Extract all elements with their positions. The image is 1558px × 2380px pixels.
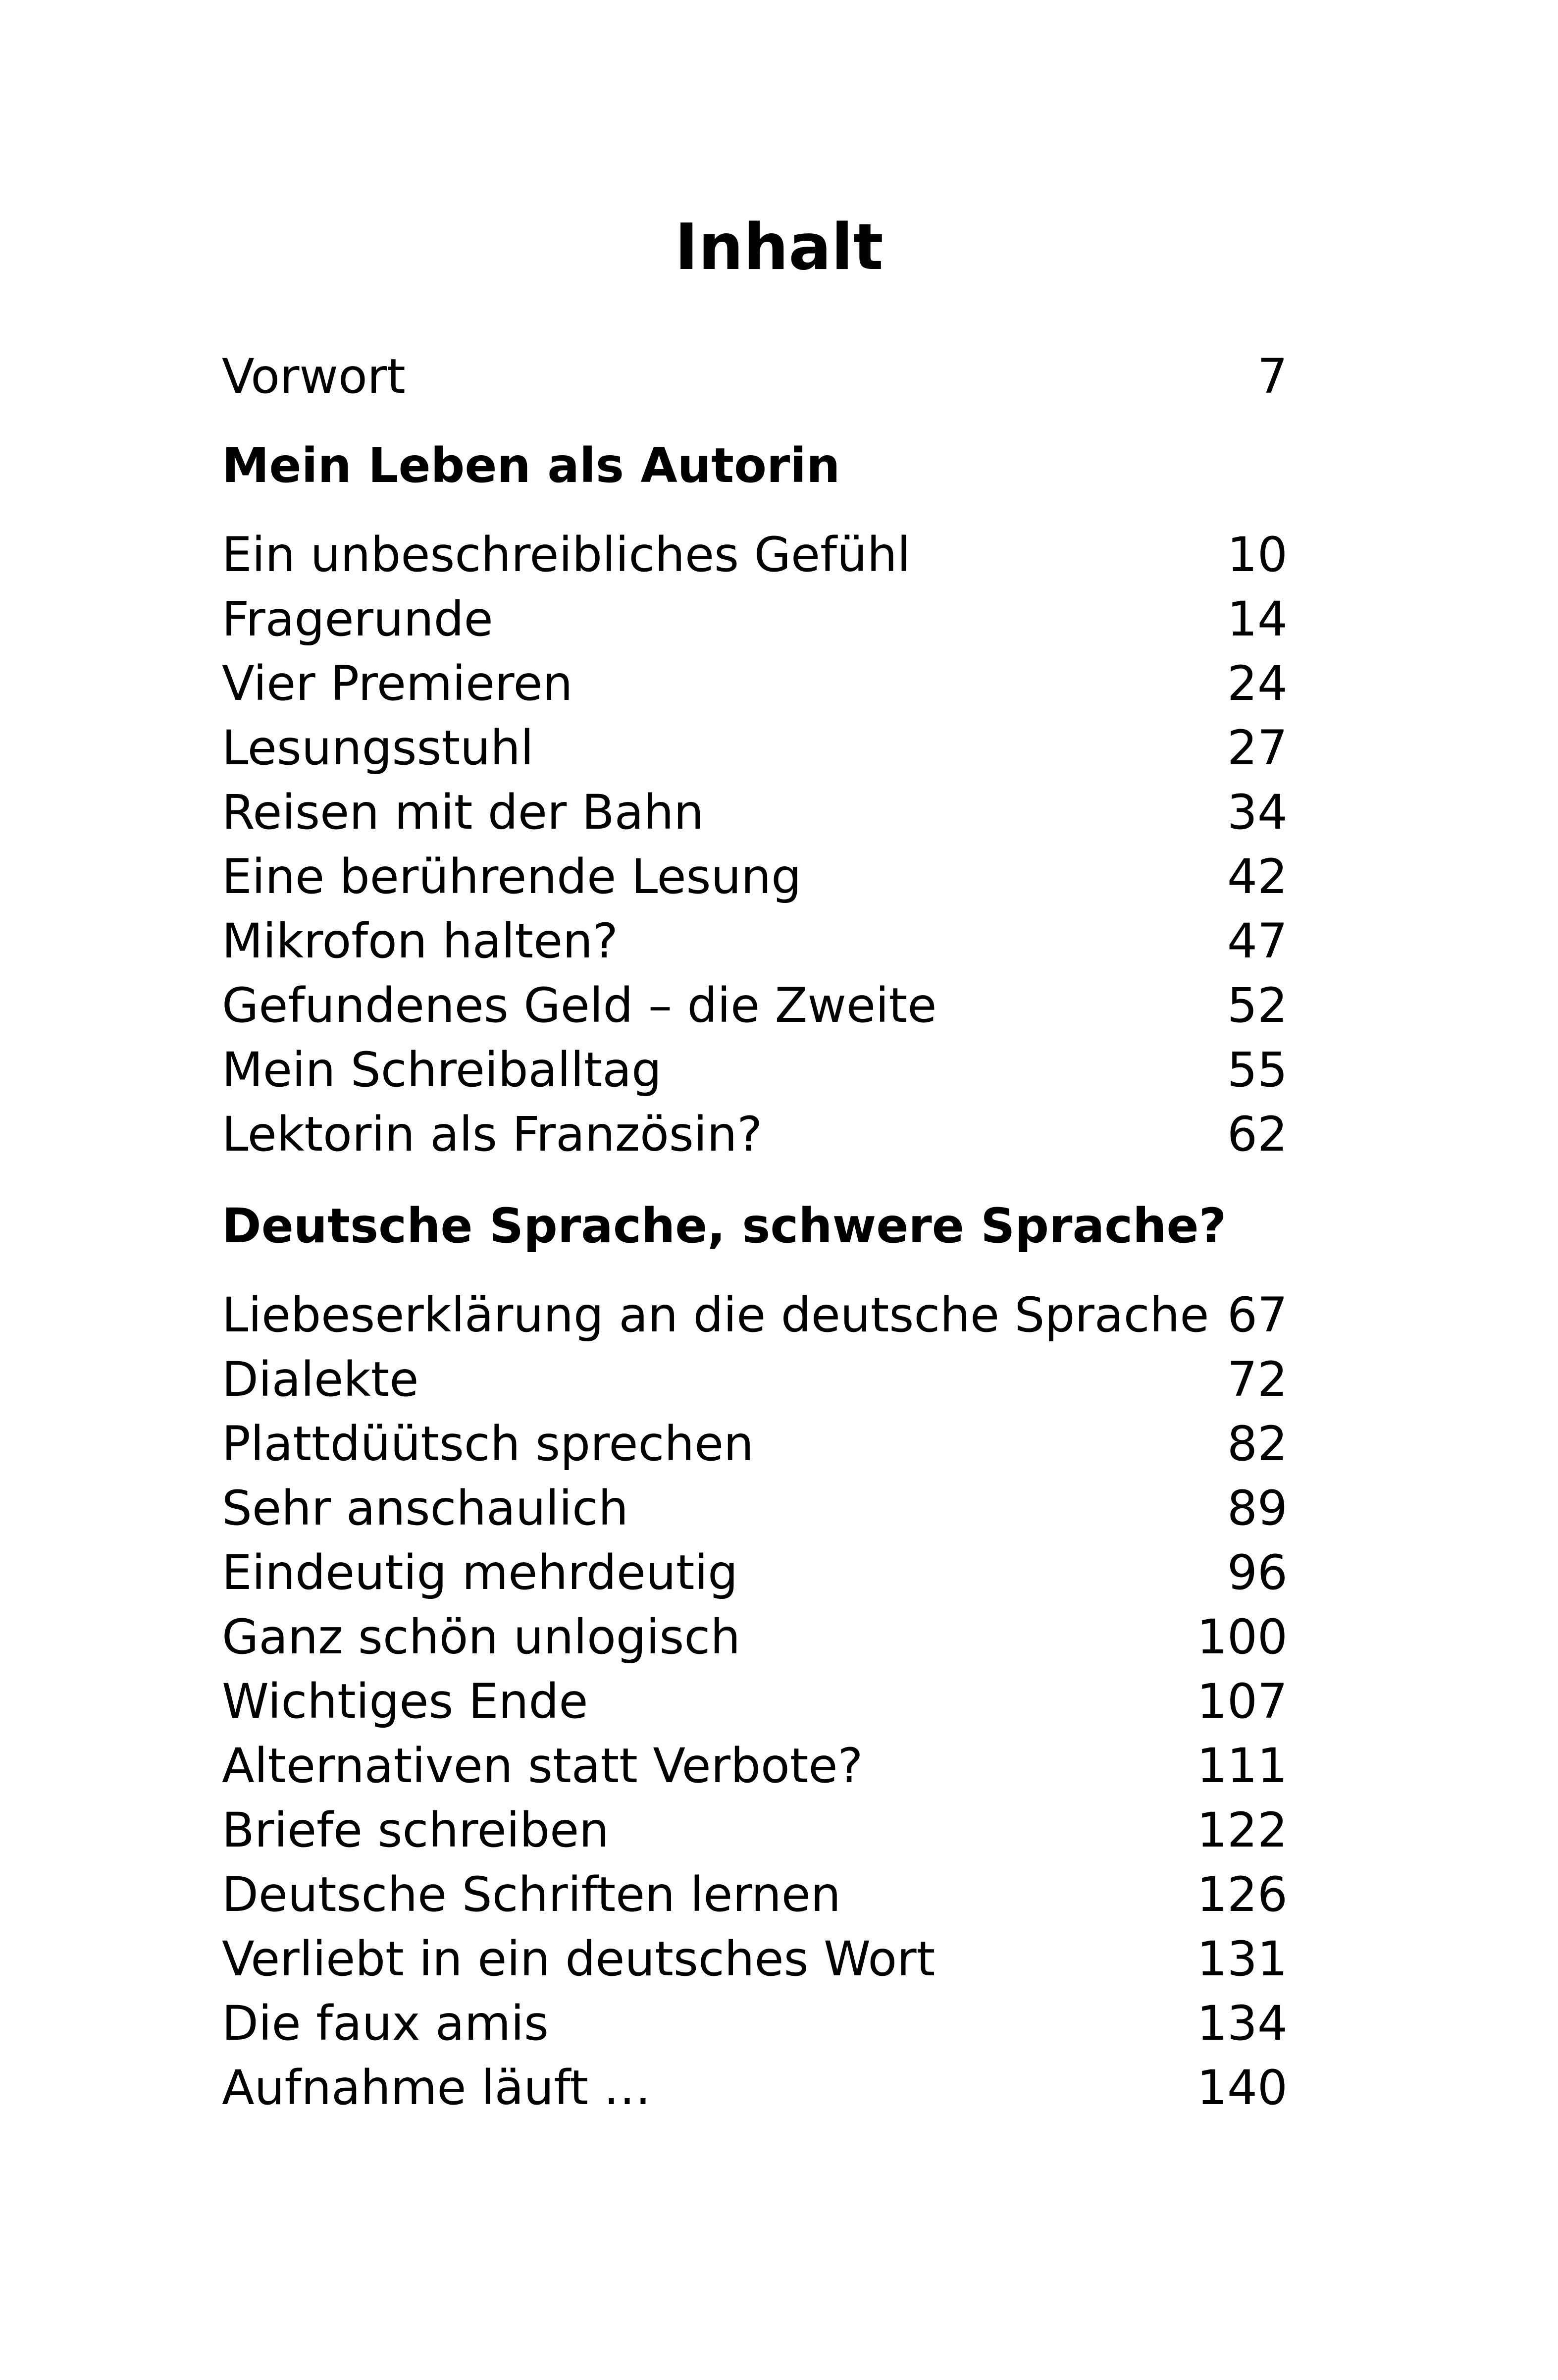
toc-entry-label: Wichtiges Ende [222,1674,588,1729]
toc-entry [222,1102,1288,1166]
toc-entry-page: 10 [1227,527,1288,582]
toc-entry [222,909,1288,973]
toc-entry-label: Gefundenes Geld – die Zweite [222,978,937,1033]
toc-entry-page: 14 [1227,591,1288,647]
toc-entry [222,1734,1288,1798]
toc-section-heading: Deutsche Sprache, schwere Sprache? [222,1198,1227,1254]
toc-entry-page: 67 [1227,1287,1288,1343]
toc-entry-page: 107 [1196,1674,1288,1729]
toc-entry-page: 96 [1227,1545,1288,1600]
toc-entry [222,523,1288,587]
toc-entry-label: Liebeserklärung an die deutsche Sprache [222,1287,1209,1343]
toc-entry-page: 111 [1196,1738,1288,1794]
toc-entry [222,780,1288,845]
toc-entry-label: Mein Schreiballtag [222,1042,662,1098]
toc-entry-label: Ein unbeschreibliches Gefühl [222,527,911,582]
toc-entry-label: Deutsche Schriften lernen [222,1867,841,1922]
toc-entry-page: 126 [1196,1867,1288,1922]
toc-entry-label: Lesungsstuhl [222,720,534,776]
toc-entry-page: 7 [1257,349,1288,404]
toc-entry [222,651,1288,716]
toc-entry-label: Reisen mit der Bahn [222,785,704,840]
toc-entry-label: Dialekte [222,1352,419,1407]
toc-entry-label: Lektorin als Französin? [222,1107,763,1162]
toc-entry [222,1798,1288,1862]
toc-entry-label: Mikrofon halten? [222,913,618,969]
toc-entry-label: Alternativen statt Verbote? [222,1738,863,1794]
toc-entry [222,716,1288,780]
toc-entry-page: 52 [1227,978,1288,1033]
toc-entry-label: Eindeutig mehrdeutig [222,1545,738,1600]
toc-entry-label: Sehr anschaulich [222,1481,628,1536]
toc-entry-page: 72 [1227,1352,1288,1407]
toc-entry-label: Fragerunde [222,591,493,647]
toc-entry-page: 47 [1227,913,1288,969]
toc-entry [222,1927,1288,1991]
toc-entry-page: 42 [1227,849,1288,904]
toc-entry-page: 131 [1196,1931,1288,1987]
toc-entry [222,587,1288,651]
toc-entry-preface [222,344,1288,409]
toc-entry [222,1283,1288,1347]
toc-entry [222,1862,1288,1927]
toc-entry-label: Eine berührende Lesung [222,849,802,904]
toc-entry-label: Plattdüütsch sprechen [222,1416,754,1472]
toc-entry [222,1038,1288,1102]
toc-entry-label: Verliebt in ein deutsches Wort [222,1931,935,1987]
toc-entry-label: Briefe schreiben [222,1802,610,1858]
toc-entry [222,973,1288,1038]
toc-entry [222,1605,1288,1669]
toc-entry [222,845,1288,909]
toc-entry-page: 27 [1227,720,1288,776]
toc-entry [222,1669,1288,1734]
toc-section-heading: Mein Leben als Autorin [222,438,840,493]
toc-entry-page: 122 [1196,1802,1288,1858]
toc-entry-page: 34 [1227,785,1288,840]
toc-entry-label: Ganz schön unlogisch [222,1609,741,1665]
toc-entry-page: 89 [1227,1481,1288,1536]
toc-entry-label: Vier Premieren [222,656,573,711]
toc-entry-label: Die faux amis [222,1996,549,2051]
toc-entry-label: Vorwort [222,349,406,404]
toc-entry-page: 55 [1227,1042,1288,1098]
toc-entry-page: 62 [1227,1107,1288,1162]
toc-entry-page: 82 [1227,1416,1288,1472]
toc-entry [222,1991,1288,2056]
toc-entry [222,1412,1288,1476]
toc-entry [222,1476,1288,1540]
toc-entry-page: 134 [1196,1996,1288,2051]
toc-entry [222,1347,1288,1412]
toc-entry-page: 140 [1196,2060,1288,2116]
toc-entry-page: 100 [1196,1609,1288,1665]
toc-entry-label: Aufnahme läuft … [222,2060,651,2116]
page-title: Inhalt [675,211,883,284]
toc-entry [222,2056,1288,2120]
toc-entry [222,1540,1288,1605]
toc-entry-page: 24 [1227,656,1288,711]
